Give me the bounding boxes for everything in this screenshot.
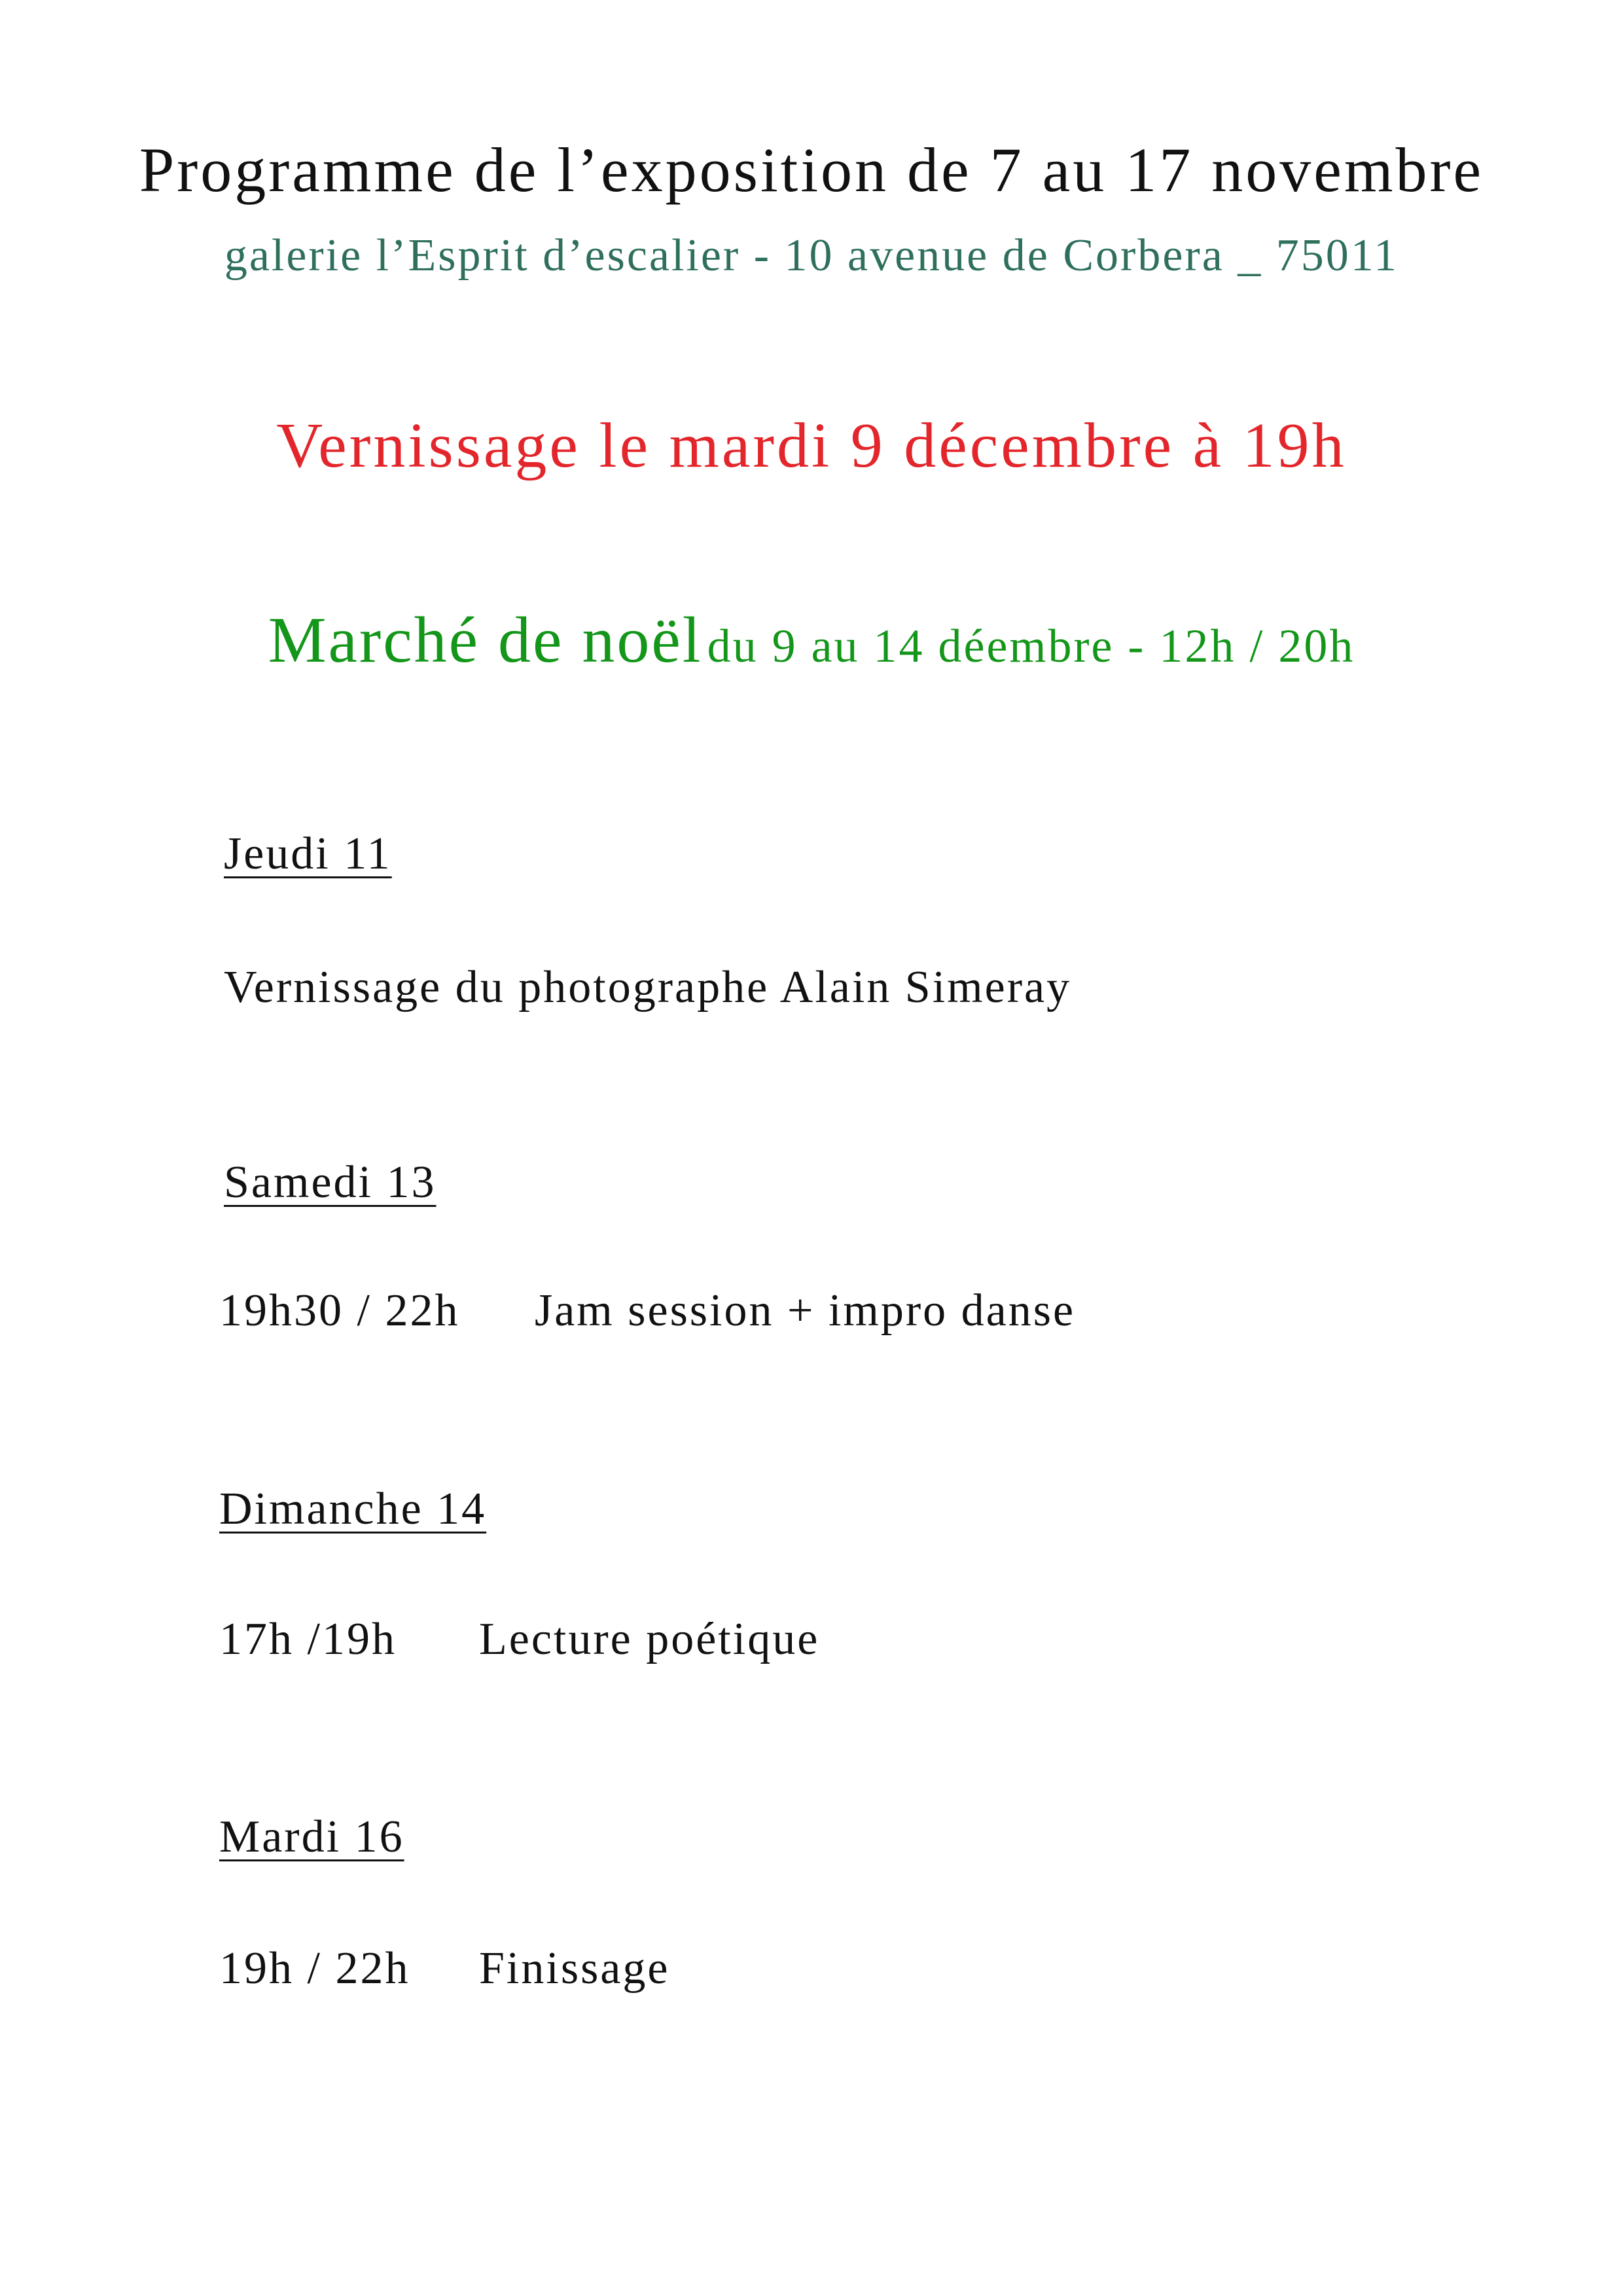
event-description: Finissage bbox=[479, 1943, 670, 1994]
page-title: Programme de l’exposition de 7 au 17 novembre bbox=[139, 135, 1484, 205]
event-time: 17h /19h bbox=[219, 1614, 397, 1664]
day-heading: Mardi 16 bbox=[219, 1812, 404, 1862]
event-line bbox=[219, 1614, 820, 1664]
vernissage-heading: Vernissage le mardi 9 décembre à 19h bbox=[276, 410, 1347, 481]
event-description: Jam session + impro danse bbox=[535, 1285, 1076, 1336]
event-line bbox=[224, 962, 1072, 1013]
event-time: 19h30 / 22h bbox=[219, 1285, 460, 1336]
event-time: 19h / 22h bbox=[219, 1943, 410, 1994]
event-line bbox=[219, 1285, 1076, 1336]
day-heading: Dimanche 14 bbox=[219, 1484, 487, 1534]
event-description: Vernissage du photographe Alain Simeray bbox=[224, 962, 1072, 1013]
christmas-market-title: Marché de noël bbox=[268, 603, 703, 676]
christmas-market bbox=[0, 603, 1623, 676]
christmas-market-details: du 9 au 14 déembre - 12h / 20h bbox=[707, 620, 1355, 672]
event-description: Lecture poétique bbox=[479, 1614, 820, 1664]
gallery-address: galerie l’Esprit d’escalier - 10 avenue de Corbera _ 75011 bbox=[224, 230, 1399, 281]
day-heading: Jeudi 11 bbox=[224, 829, 392, 879]
event-line bbox=[219, 1943, 670, 1994]
day-heading: Samedi 13 bbox=[224, 1157, 437, 1208]
